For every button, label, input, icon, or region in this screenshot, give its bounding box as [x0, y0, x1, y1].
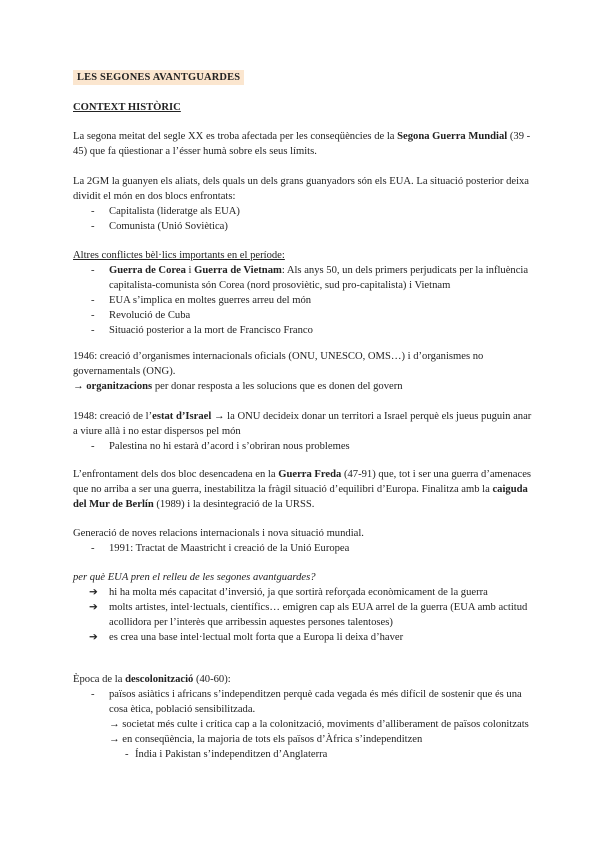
blocs-list — [73, 204, 533, 234]
bold-term: Segona Guerra Mundial — [397, 131, 508, 142]
list-item: - 1991: Tractat de Maastricht i creació de la Unió Europea — [73, 541, 533, 556]
sub-point: → societat més culte i crítica cap a la colonització, moviments d’alliberament de països colonitzats — [109, 719, 529, 730]
document-title: LES SEGONES AVANTGUARDES — [73, 70, 244, 85]
list-item: - països asiàtics i africans s’independitzen perquè cada vegada és més difícil de sostenir que és una cosa ètica, població sensibilitzada. — [73, 687, 533, 717]
list-item: - EUA s’implica en moltes guerres arreu del món — [73, 293, 533, 308]
arrow-bullet-icon: ➔ — [89, 602, 98, 613]
arrow-bullet-icon: ➔ — [89, 587, 98, 598]
conflicts-title: Altres conflictes bèl·lics importants en el període: — [73, 250, 285, 261]
list-item: - Revolució de Cuba — [73, 308, 533, 323]
paragraph-eua — [73, 570, 533, 645]
list-item: - Índia i Pakistan s’independitzen d’Anglaterra — [73, 747, 533, 762]
paragraph-ww2: La segona meitat del segle XX es troba afectada per les conseqüències de la Segona Guerra Mundial (39 - 45) que fa qüestionar a l’ésser humà sobre els seus límits. — [73, 131, 531, 157]
paragraph-1946: 1946: creació d’organismes internacionals oficials (ONU, UNESCO, OMS…) i d’organismes no governamentals (ONG). → organitzacions per donar resposta a les solucions que es donen del govern — [73, 351, 484, 392]
arrow-bullet-icon: ➔ — [89, 632, 98, 643]
list-item: - Comunista (Unió Soviètica) — [73, 219, 533, 234]
sub-point: → en conseqüència, la majoria de tots els països d’Àfrica s’independitzen — [109, 734, 423, 745]
list-item: ➔ es crea una base intel·lectual molt forta que a Europa li deixa d’haver — [89, 632, 404, 643]
list-item: ➔ hi ha molta més capacitat d’inversió, ja que sortirà reforçada econòmicament de la guerra — [89, 587, 488, 598]
list-item: - Palestina no hi estarà d’acord i s’obriran nous problemes — [73, 439, 533, 454]
list-item: - Capitalista (lideratge als EUA) — [73, 204, 533, 219]
paragraph-blocs: La 2GM la guanyen els aliats, dels quals un dels grans guanyadors són els EUA. La situació posterior deixa dividit el món en dos blocs enfrontats: - Capitalista (lideratge als EUA) - Comunista (Unió Soviètica) — [73, 174, 533, 234]
paragraph-guerra-freda: L’enfrontament dels dos bloc desencadena en la Guerra Freda (47-91) que, tot i ser una guerra d’amenaces que no arriba a ser una guerra, inestabilitza la fràgil situació d’equilibri d’Europa. Finalitza amb la caiguda del Mur de Berlín (1989) i la desintegració de la URSS. — [73, 469, 532, 510]
conflicts-list — [73, 263, 533, 338]
paragraph-1948: 1948: creació de l’estat d’Israel → la ONU decideix donar un territori a Israel perquè els jueus puguin anar a viure allà i no estar dispersos pel món - Palestina no hi estarà d’acord i s’obriran nous problemes — [73, 409, 533, 454]
list-item: - Guerra de Corea i Guerra de Vietnam: Als anys 50, un dels primers perjudicats per la influència capitalista-comunista són Corea (nord prosoviètic, sud pro-capitalista) i Vietnam — [73, 263, 533, 293]
section-heading: CONTEXT HISTÒRIC — [73, 102, 181, 113]
paragraph-descolonitzacio: Època de la descolonització (40-60): - països asiàtics i africans s’independitzen perquè cada vegada és més difícil de sostenir que és una cosa ètica, població sensibilitzada. → societat més culte i crítica cap a la colonització, moviments d’alliberament de països colonitzats → en conseqüència, la majoria de tots els països d’Àfrica s’independitzen - Índia i Pakistan s’independitzen d’Anglaterra — [73, 672, 533, 762]
answers-list — [73, 585, 533, 645]
arrow-icon: → — [73, 381, 87, 392]
list-item: ➔ molts artistes, intel·lectuals, científics… emigren cap als EUA arrel de la guerra (EUA amb actitud acollidora per l’interès que arribessin aquestes persones talentoses) — [89, 602, 528, 628]
question-text: per què EUA pren el relleu de les segones avantguardes? — [73, 572, 316, 583]
paragraph-relacions: Generació de noves relacions internacionals i nova situació mundial. - 1991: Tractat de Maastricht i creació de la Unió Europea — [73, 526, 533, 556]
list-item: - Situació posterior a la mort de Francisco Franco — [73, 323, 533, 338]
paragraph-conflicts — [73, 248, 533, 338]
